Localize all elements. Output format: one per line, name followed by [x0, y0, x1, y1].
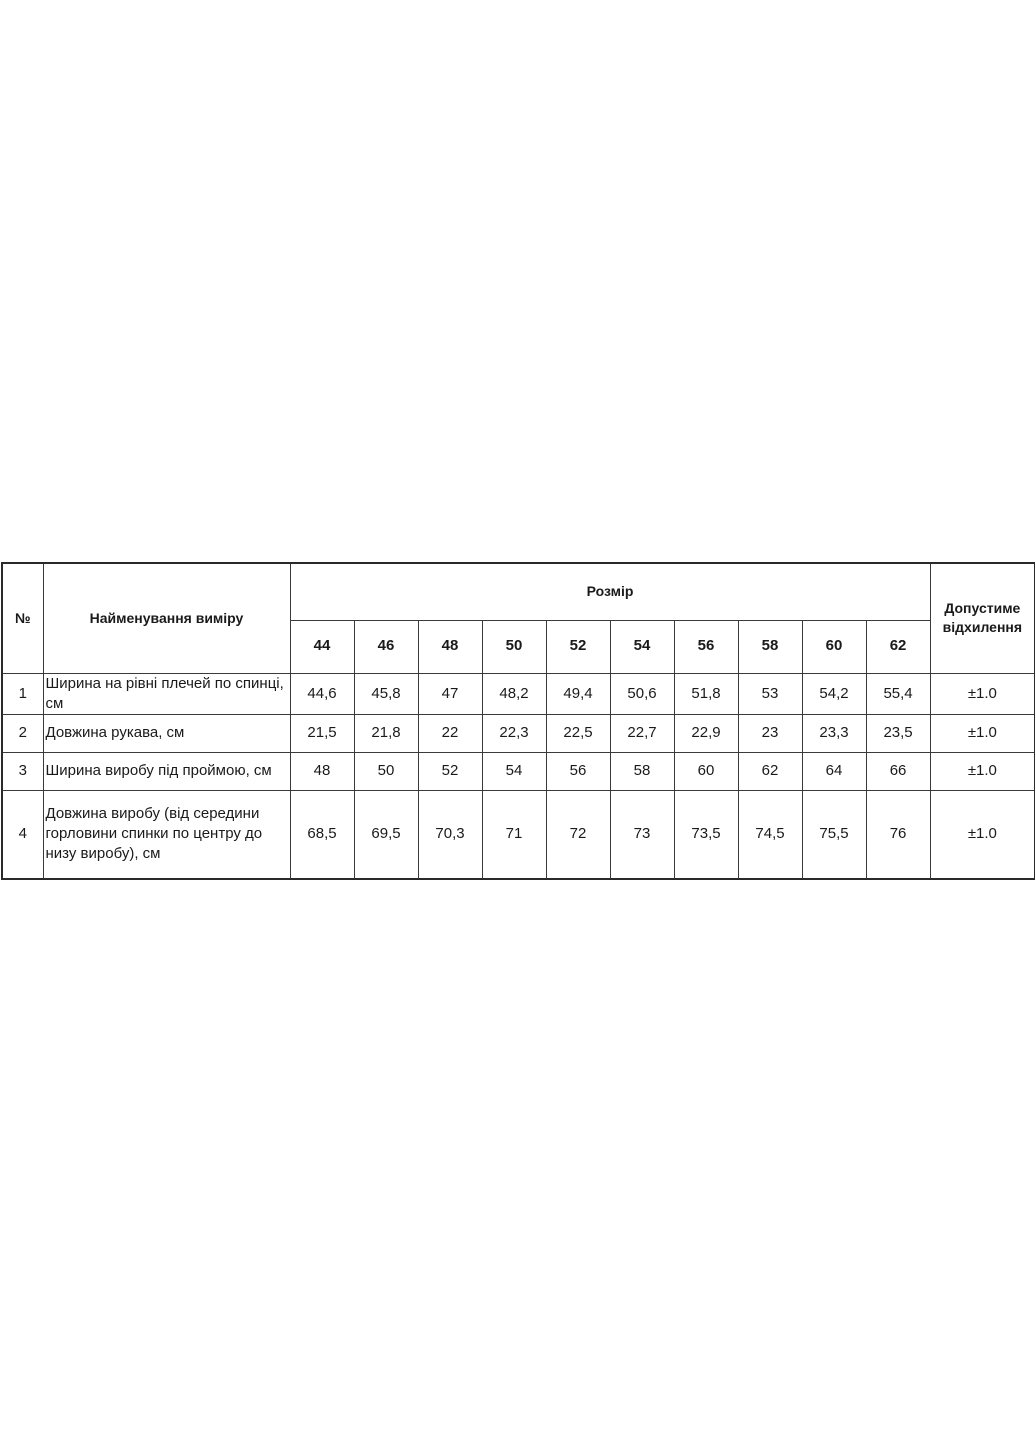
- row-value: 50,6: [610, 673, 674, 715]
- row-num: 3: [2, 753, 43, 791]
- row-value: 58: [610, 753, 674, 791]
- row-value: 75,5: [802, 791, 866, 879]
- row-value: 55,4: [866, 673, 930, 715]
- row-tolerance: ±1.0: [930, 673, 1035, 715]
- header-size: 52: [546, 620, 610, 673]
- row-value: 48,2: [482, 673, 546, 715]
- size-chart: [1, 562, 1035, 880]
- row-num: 4: [2, 791, 43, 879]
- row-value: 60: [674, 753, 738, 791]
- row-value: 73: [610, 791, 674, 879]
- row-tolerance: ±1.0: [930, 791, 1035, 879]
- row-value: 73,5: [674, 791, 738, 879]
- table-row: [2, 753, 1035, 791]
- header-size: 62: [866, 620, 930, 673]
- row-value: 21,8: [354, 715, 418, 753]
- header-tolerance: Допустиме відхилення: [930, 563, 1035, 673]
- row-value: 51,8: [674, 673, 738, 715]
- header-num: №: [2, 563, 43, 673]
- row-value: 66: [866, 753, 930, 791]
- header-row-top: [2, 563, 1035, 620]
- row-num: 1: [2, 673, 43, 715]
- header-size: 46: [354, 620, 418, 673]
- row-num: 2: [2, 715, 43, 753]
- row-value: 54: [482, 753, 546, 791]
- row-value: 22,5: [546, 715, 610, 753]
- row-value: 50: [354, 753, 418, 791]
- table-row: [2, 791, 1035, 879]
- header-measurement-name: Найменування виміру: [43, 563, 290, 673]
- row-value: 22,3: [482, 715, 546, 753]
- row-value: 53: [738, 673, 802, 715]
- row-value: 23,5: [866, 715, 930, 753]
- row-tolerance: ±1.0: [930, 715, 1035, 753]
- size-table: [1, 562, 1035, 880]
- row-value: 64: [802, 753, 866, 791]
- row-value: 23: [738, 715, 802, 753]
- row-value: 23,3: [802, 715, 866, 753]
- header-size: 58: [738, 620, 802, 673]
- row-measurement-name: Ширина виробу під проймою, см: [43, 753, 290, 791]
- header-size: 56: [674, 620, 738, 673]
- header-size: 50: [482, 620, 546, 673]
- row-value: 45,8: [354, 673, 418, 715]
- row-value: 76: [866, 791, 930, 879]
- row-value: 70,3: [418, 791, 482, 879]
- row-value: 52: [418, 753, 482, 791]
- row-value: 69,5: [354, 791, 418, 879]
- row-value: 54,2: [802, 673, 866, 715]
- row-measurement-name: Ширина на рівні плечей по спинці, см: [43, 673, 290, 715]
- table-row: [2, 715, 1035, 753]
- row-value: 68,5: [290, 791, 354, 879]
- row-value: 74,5: [738, 791, 802, 879]
- row-value: 21,5: [290, 715, 354, 753]
- row-value: 48: [290, 753, 354, 791]
- row-value: 49,4: [546, 673, 610, 715]
- header-size: 48: [418, 620, 482, 673]
- header-size: 44: [290, 620, 354, 673]
- row-value: 22,7: [610, 715, 674, 753]
- row-measurement-name: Довжина виробу (від середини горловини спинки по центру до низу виробу), см: [43, 791, 290, 879]
- row-value: 71: [482, 791, 546, 879]
- table-row: [2, 673, 1035, 715]
- header-size: 60: [802, 620, 866, 673]
- row-value: 56: [546, 753, 610, 791]
- row-value: 47: [418, 673, 482, 715]
- row-value: 22: [418, 715, 482, 753]
- header-size: 54: [610, 620, 674, 673]
- row-value: 62: [738, 753, 802, 791]
- row-measurement-name: Довжина рукава, см: [43, 715, 290, 753]
- row-value: 72: [546, 791, 610, 879]
- row-tolerance: ±1.0: [930, 753, 1035, 791]
- header-size-group: Розмір: [290, 563, 930, 620]
- row-value: 44,6: [290, 673, 354, 715]
- row-value: 22,9: [674, 715, 738, 753]
